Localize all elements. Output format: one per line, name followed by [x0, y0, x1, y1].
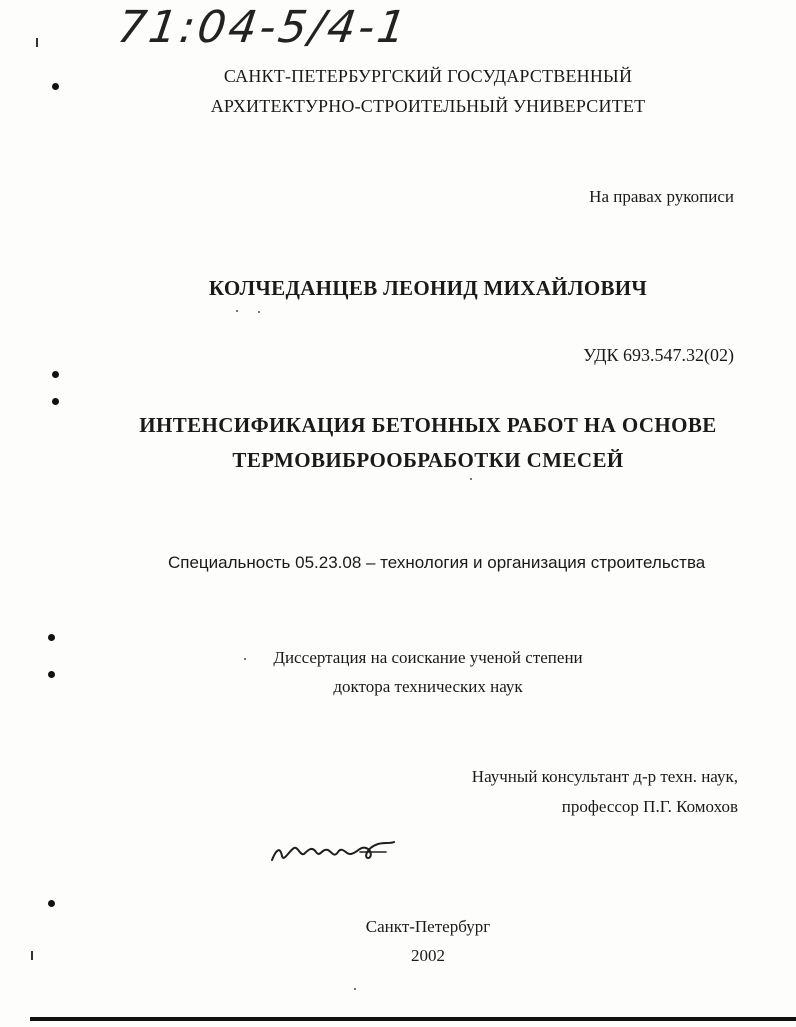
- scan-speck: [236, 310, 238, 312]
- binding-hole: [48, 900, 55, 907]
- consultant-line1: Научный консультант д-р техн. наук,: [471, 767, 738, 786]
- scan-border: [30, 1017, 796, 1021]
- author-signature: [268, 832, 398, 868]
- degree-line1: Диссертация на соискание ученой степени: [273, 648, 583, 667]
- scan-speck: [258, 311, 260, 313]
- consultant-line2: профессор П.Г. Комохов: [561, 797, 738, 816]
- city: Санкт-Петербург: [365, 917, 491, 936]
- binding-hole: [52, 398, 59, 405]
- dissertation-title-line1: ИНТЕНСИФИКАЦИЯ БЕТОННЫХ РАБОТ НА ОСНОВЕ: [139, 413, 717, 437]
- scan-mark: [36, 38, 38, 47]
- archive-code: 71:04-5/4-1: [114, 2, 412, 53]
- dissertation-title-line2: ТЕРМОВИБРООБРАБОТКИ СМЕСЕЙ: [232, 448, 624, 472]
- year: 2002: [411, 946, 445, 965]
- university-name-line1: САНКТ-ПЕТЕРБУРГСКИЙ ГОСУДАРСТВЕННЫЙ: [223, 66, 633, 86]
- university-name-line2: АРХИТЕКТУРНО-СТРОИТЕЛЬНЫЙ УНИВЕРСИТЕТ: [210, 96, 646, 116]
- manuscript-note: На правах рукописи: [589, 187, 734, 206]
- udk-code: УДК 693.547.32(02): [583, 345, 734, 365]
- binding-hole: [48, 634, 55, 641]
- author-name: КОЛЧЕДАНЦЕВ ЛЕОНИД МИХАЙЛОВИЧ: [208, 276, 648, 300]
- scan-speck: [244, 658, 246, 660]
- scan-speck: [470, 478, 472, 480]
- specialty: Специальность 05.23.08 – технология и организация строительства: [168, 553, 706, 572]
- degree-line2: доктора технических наук: [333, 677, 523, 696]
- binding-hole: [52, 371, 59, 378]
- scan-speck: [354, 988, 356, 990]
